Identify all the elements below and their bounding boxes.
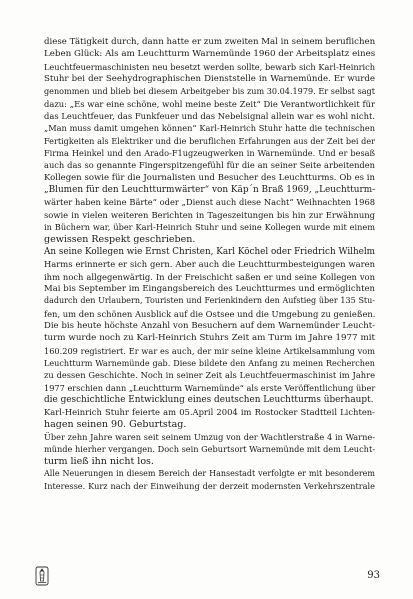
text-line: zu dessen Geschichte. Noch in seiner Zeit als Leuchtfeuermaschinist im Jahre	[44, 370, 375, 381]
text-line: in Büchern war, über Karl-Heinrich Stuhr und seine Kollegen wurde mit einem	[44, 222, 375, 233]
text-line: Firma Heinkel und den Arado-F1ugzeugwerken in Warnemünde. Und er besaß	[44, 148, 375, 159]
body-text	[44, 36, 375, 493]
text-line: Interesse. Kurz nach der Einweihung der derzeit modernsten Verkehrszentrale	[44, 481, 375, 492]
text-line: 1977 erschien dann „Leuchtturm Warnemünde“ als erste Veröffentlichung über	[44, 382, 376, 393]
text-line: dazu: „Es war eine schöne, wohl meine beste Zeit“ Die Verantwortlichkeit für	[44, 98, 375, 109]
text-line: Kollegen sowie für die Journalisten und Besucher des Leuchtturms. Ob es in	[44, 172, 375, 183]
text-line: dadurch den Urlaubern, Touristen und Ferienkindern den Aufstieg über 135 Stu-	[44, 296, 375, 306]
text-line: Mai bis September im Eingangsbereich des Leuchtturmes und ermöglichten	[44, 283, 375, 294]
text-line: Die bis heute höchste Anzahl von Besuchern auf dem Warnemünder Leucht-	[44, 320, 375, 331]
text-line: Leuchtturm Warnemünde gab. Diese bildete den Anfang zu meinen Recherchen	[44, 357, 375, 368]
text-line: das Leuchtfeuer, das Funkfeuer und das Nebelsignal allein war es wohl nicht.	[44, 111, 375, 122]
text-line: Über zehn Jahre waren seit seinem Umzug von der Wachtlerstraße 4 in Warne-	[44, 432, 375, 442]
text-line: diese Tätigkeit durch, dann hatte er zum zweiten Mal in seinem beruflichen	[44, 37, 376, 47]
text-line: münde hierher vergangen. Doch sein Geburtsort Warnemünde mit dem Leucht-	[44, 444, 375, 455]
text-line: wärter haben keine Bärte“ oder „Dienst auch diese Nacht“ Weihnachten 1968	[44, 197, 375, 208]
text-line: Alle Neuerungen in diesem Bereich der Hansestadt verfolgte er mit besonderem	[44, 469, 375, 479]
text-line: Karl-Heinrich Stuhr feierte am 05.April 2004 im Rostocker Stadtteil Lichten-	[44, 407, 375, 418]
text-line: sowie in vielen weiteren Berichten in Tageszeitungen bis hin zur Erwähnung	[44, 209, 375, 220]
text-line: Leuchtfeuermaschinisten neu besetzt werden sollte, bewarb sich Karl-Heinrich	[44, 61, 375, 72]
text-line: „Man muss damit umgehen können“ Karl-Heinrich Stuhr hatte die technischen	[44, 123, 375, 134]
text-line: Harms erinnerte er sich gern. Aber auch die Leuchtturmbesteigungen waren	[44, 259, 375, 270]
text-line: Stuhr bei der Seehydrographischen Dienststelle in Warnemünde. Er wurde	[44, 74, 375, 85]
text-line: An seine Kollegen wie Ernst Christen, Karl Köchel oder Friedrich Wilhelm	[44, 246, 375, 257]
lighthouse-icon	[35, 566, 49, 586]
text-line: „Blumen für den Leuchtturmwärter“ von Käp´n Braß 1969, „Leuchtturm-	[44, 185, 376, 196]
text-line: turm wurde noch zu Karl-Heinrich Stuhrs Zeit am Turm im Jahre 1977 mit	[44, 333, 375, 344]
text-line: 160.209 registriert. Er war es auch, der mir seine kleine Artikelsammlung vom	[44, 345, 375, 356]
text-line: hagen seinen 90. Geburtstag.	[44, 418, 187, 430]
text-line: fen, um den schönen Ausblick auf die Ostsee und die Umgebung zu genießen.	[44, 308, 376, 319]
text-line: Leben Glück: Als am Leuchtturm Warnemünde 1960 der Arbeitsplatz eines	[44, 49, 376, 60]
text-line: die geschichtliche Entwicklung eines deutschen Leuchtturms überhaupt.	[44, 394, 374, 405]
text-line: turm ließ ihn nicht los.	[44, 455, 154, 467]
page-number: 93	[367, 570, 380, 581]
text-line: Fertigkeiten als Elektriker und die beruflichen Erfahrungen aus der Zeit bei der	[44, 135, 375, 146]
text-line: gewissen Respekt geschrieben.	[44, 233, 196, 245]
text-line: ihm noch allgegenwärtig. In der Freischicht saßen er und seine Kollegen von	[44, 271, 375, 282]
text-line: auch das so genannte Fingerspitzengefühl für die an seiner Seite arbeitenden	[44, 160, 375, 171]
text-line: genommen und blieb bei diesem Arbeitgeber bis zum 30.04.1979. Er selbst sagt	[44, 86, 375, 97]
